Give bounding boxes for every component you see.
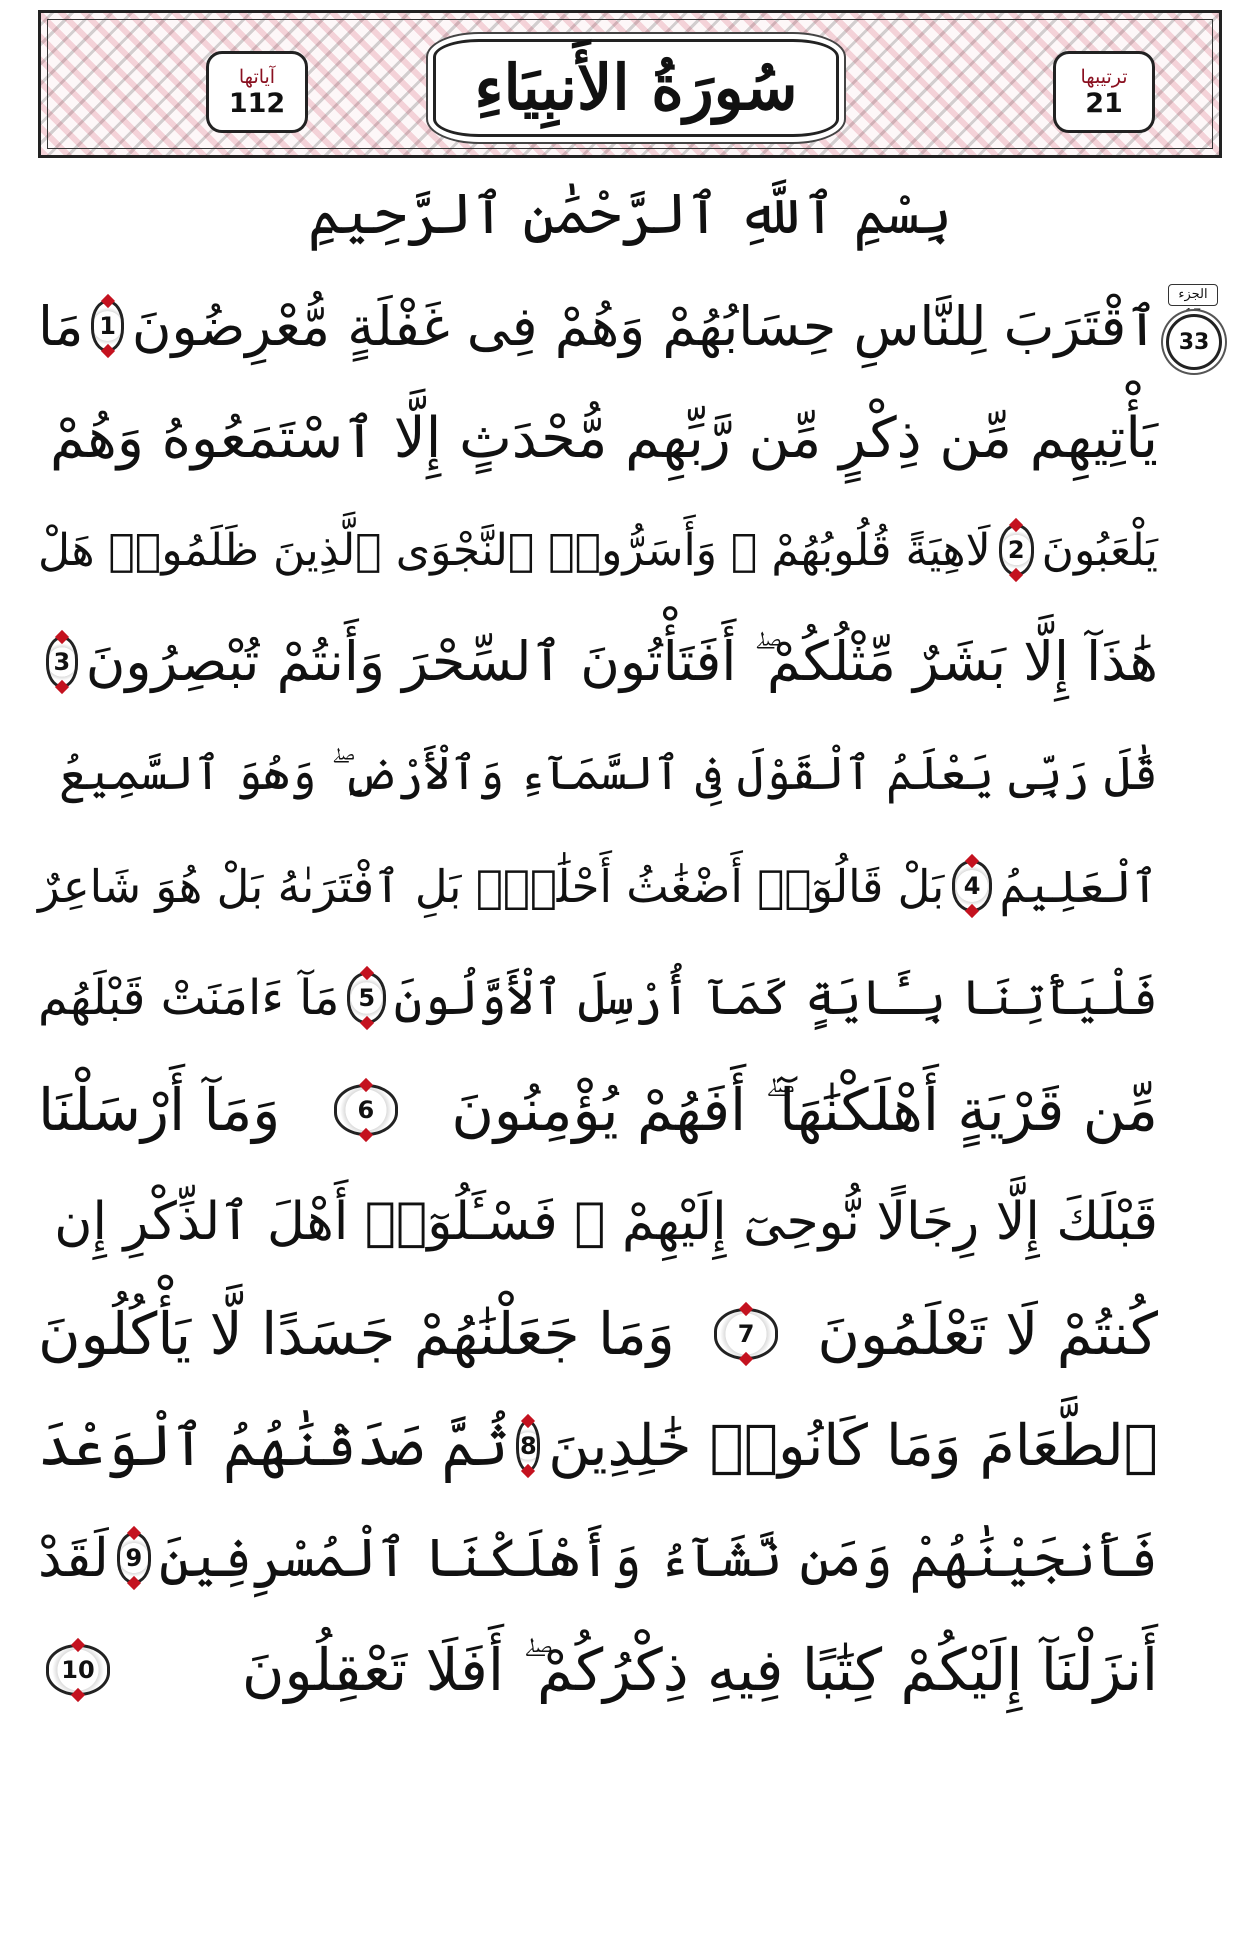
juz-label: الجزء <box>1168 284 1218 306</box>
quran-line <box>38 494 1158 606</box>
ayah-number-marker: 5 <box>347 972 385 1024</box>
quran-line <box>38 830 1158 942</box>
quran-text-body <box>38 270 1158 1726</box>
quran-line <box>38 1054 1158 1166</box>
verse-text: ٱلْعَلِيمُ <box>999 859 1158 913</box>
verse-text: وَمَا جَعَلْنَٰهُمْ جَسَدًا لَّا يَأْكُلُونَ <box>38 1300 675 1368</box>
ayah-number-marker: 3 <box>46 636 78 688</box>
verse-text: مَا <box>38 294 84 358</box>
verse-text: مِّن قَرْيَةٍ أَهْلَكْنَٰهَآ ۖ أَفَهُمْ يُؤْمِنُونَ <box>451 1075 1158 1144</box>
verse-text: قَبْلَكَ إِلَّا رِجَالًا نُّوحِىٓ إِلَيْهِمْ ۖ فَسْـَٔلُوٓا۟ أَهْلَ ٱلذِّكْرِ إِن <box>54 1192 1158 1252</box>
verse-text: بَلْ قَالُوٓا۟ أَضْغَٰثُ أَحْلَٰمٍۭ بَلِ ٱفْتَرَىٰهُ بَلْ هُوَ شَاعِرٌ <box>38 859 945 913</box>
surah-title-box <box>433 39 839 137</box>
quran-line <box>38 1502 1158 1614</box>
verses-count-cartouche <box>206 51 308 133</box>
quran-line <box>38 718 1158 830</box>
verse-text: مَآ ءَامَنَتْ قَبْلَهُم <box>38 970 340 1026</box>
ayah-number-marker: 9 <box>117 1532 151 1584</box>
quran-line <box>38 270 1158 382</box>
ayah-number-marker: 10 <box>46 1644 110 1696</box>
hizb-medallion-icon <box>1166 314 1222 370</box>
verses-caption: آياتها <box>238 65 276 88</box>
ayah-number-marker: 2 <box>999 524 1034 576</box>
verse-text: يَأْتِيهِم مِّن ذِكْرٍ مِّن رَّبِّهِم مُّحْدَثٍ إِلَّا ٱسْتَمَعُوهُ وَهُمْ <box>50 405 1158 471</box>
hizb-number: 33 <box>1178 329 1210 355</box>
quran-line <box>38 942 1158 1054</box>
quran-line <box>38 1278 1158 1390</box>
ayah-number-marker: 8 <box>516 1420 540 1472</box>
verse-text: يَلْعَبُونَ <box>1041 524 1158 576</box>
surah-title: سُورَةُ الأَنبِيَاءِ <box>474 51 798 124</box>
verse-text: هَٰذَآ إِلَّا بَشَرٌ مِّثْلُكُمْ ۖ أَفَتَأْتُونَ ٱلسِّحْرَ وَأَنتُمْ تُبْصِرُونَ <box>85 630 1158 693</box>
verse-text: فَأَنجَيْنَٰهُمْ وَمَن نَّشَآءُ وَأَهْلَكْنَا ٱلْمُسْرِفِينَ <box>158 1527 1158 1589</box>
ayah-number-marker: 1 <box>91 300 124 352</box>
verse-text: فَلْيَأْتِنَا بِـَٔايَةٍ كَمَآ أُرْسِلَ ٱلْأَوَّلُونَ <box>393 970 1158 1026</box>
verses-number: 112 <box>228 87 286 119</box>
verse-text: أَنزَلْنَآ إِلَيْكُمْ كِتَٰبًا فِيهِ ذِكْرُكُمْ ۖ أَفَلَا تَعْقِلُونَ <box>241 1635 1158 1704</box>
ayah-number-marker: 4 <box>952 860 992 912</box>
order-caption: ترتيبها <box>1080 65 1128 88</box>
verse-text: قَٰلَ رَبِّى يَعْلَمُ ٱلْقَوْلَ فِى ٱلسَّمَآءِ وَٱلْأَرْضِ ۖ وَهُوَ ٱلسَّمِيعُ <box>59 746 1158 800</box>
quran-line <box>38 606 1158 718</box>
verse-text: ٱلطَّعَامَ وَمَا كَانُوا۟ خَٰلِدِينَ <box>548 1413 1158 1479</box>
quran-line <box>38 1166 1158 1278</box>
ayah-number-marker: 7 <box>714 1308 778 1360</box>
verse-text: كُنتُمْ لَا تَعْلَمُونَ <box>817 1300 1158 1368</box>
quran-line <box>38 382 1158 494</box>
basmala: بِسْمِ ٱللَّهِ ٱلرَّحْمَٰنِ ٱلرَّحِيمِ <box>307 182 953 247</box>
quran-line <box>38 1614 1158 1726</box>
verse-text: ٱقْتَرَبَ لِلنَّاسِ حِسَابُهُمْ وَهُمْ فِى غَفْلَةٍ مُّعْرِضُونَ <box>131 294 1158 358</box>
verse-text: لَقَدْ <box>38 1527 109 1589</box>
ayah-number-marker: 6 <box>334 1084 398 1136</box>
verse-text: لَاهِيَةً قُلُوبُهُمْ ۗ وَأَسَرُّوا۟ ٱلنَّجْوَى ٱلَّذِينَ ظَلَمُوا۟ هَلْ <box>38 524 991 576</box>
verse-text: ثُمَّ صَدَقْنَٰهُمُ ٱلْوَعْدَ <box>38 1413 509 1479</box>
hizb-marker <box>1162 284 1222 394</box>
surah-header-frame <box>38 10 1222 158</box>
verse-text: وَمَآ أَرْسَلْنَا <box>38 1076 281 1144</box>
quran-line <box>38 1390 1158 1502</box>
order-number: 21 <box>1085 87 1123 119</box>
surah-order-cartouche <box>1053 51 1155 133</box>
